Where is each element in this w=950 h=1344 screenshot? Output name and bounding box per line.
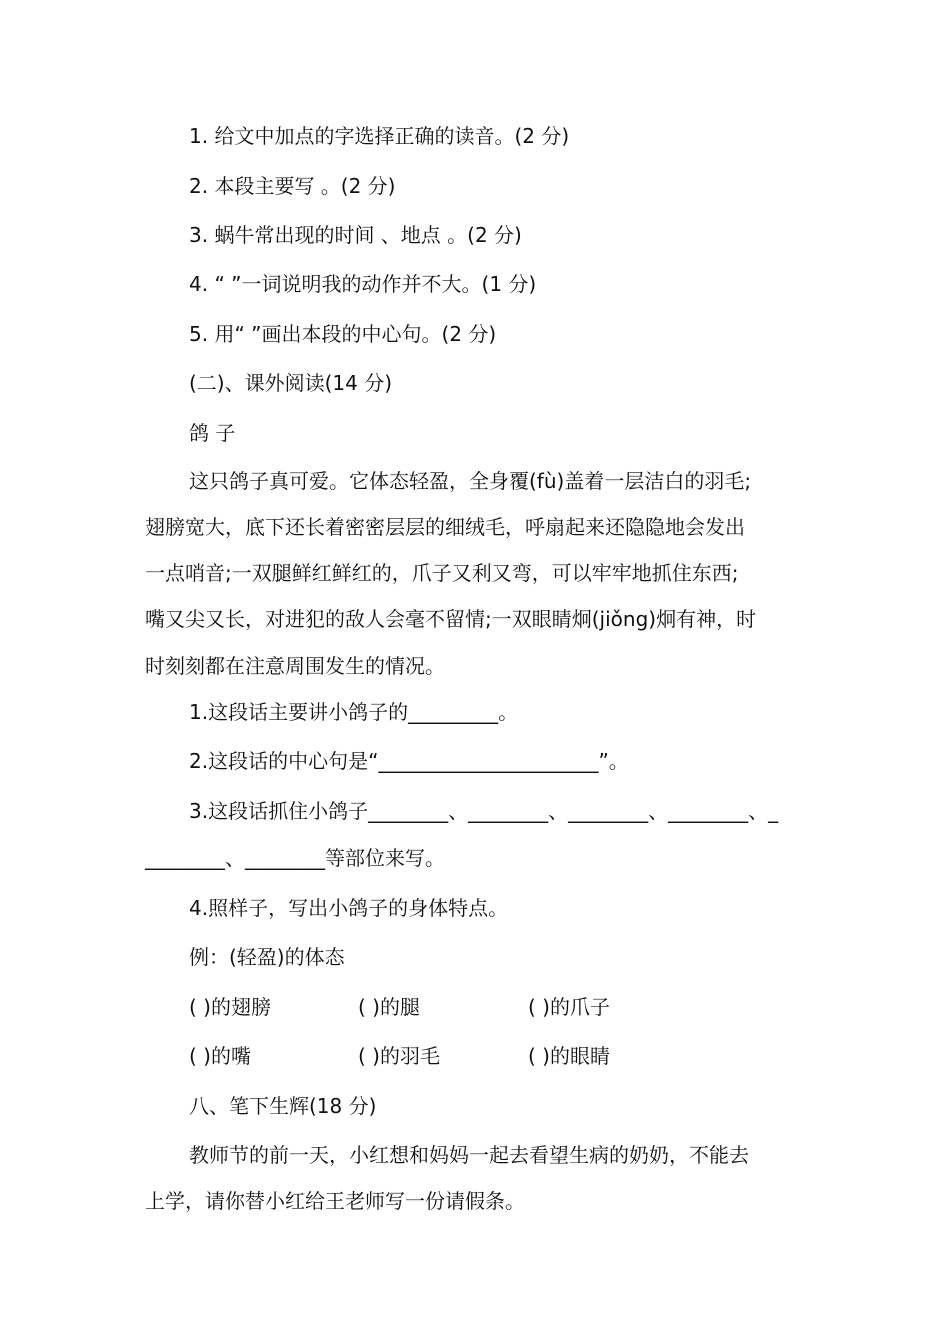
question-2: 2. 本段主要写 。(2 分) xyxy=(189,174,396,198)
reading-question-1: 1.这段话主要讲小鸽子的_________。 xyxy=(189,700,519,724)
reading-question-4: 4.照样子，写出小鸽子的身体特点。 xyxy=(189,896,509,920)
question-3: 3. 蜗牛常出现的时间 、地点 。(2 分) xyxy=(189,223,522,247)
writing-prompt-line: 教师节的前一天，小红想和妈妈一起去看望生病的奶奶，不能去 xyxy=(189,1143,749,1167)
example-line: 例：(轻盈)的体态 xyxy=(189,945,345,969)
fill-blank-feathers: ( )的羽毛 xyxy=(358,1044,440,1068)
fill-blank-claws: ( )的爪子 xyxy=(528,995,610,1019)
passage-title: 鸽 子 xyxy=(189,421,236,445)
fill-blank-beak: ( )的嘴 xyxy=(189,1044,251,1068)
reading-question-2: 2.这段话的中心句是“______________________”。 xyxy=(189,749,629,773)
passage-line: 时刻刻都在注意周围发生的情况。 xyxy=(145,654,445,678)
section-eight-heading: 八、笔下生辉(18 分) xyxy=(189,1094,377,1118)
fill-blank-legs: ( )的腿 xyxy=(358,995,420,1019)
writing-prompt-line: 上学，请你替小红给王老师写一份请假条。 xyxy=(145,1189,525,1213)
question-4: 4. “ ”一词说明我的动作并不大。(1 分) xyxy=(189,272,537,296)
passage-line: 翅膀宽大，底下还长着密密层层的细绒毛，呼扇起来还隐隐地会发出 xyxy=(145,515,745,539)
section-two-heading: (二)、课外阅读(14 分) xyxy=(189,371,393,395)
question-1: 1. 给文中加点的字选择正确的读音。(2 分) xyxy=(189,124,570,148)
passage-line: 嘴又尖又长，对进犯的敌人会毫不留情;一双眼睛炯(jiǒng)炯有神，时 xyxy=(145,607,757,631)
passage-line: 这只鸽子真可爱。它体态轻盈，全身覆(fù)盖着一层洁白的羽毛; xyxy=(189,469,752,493)
reading-question-3: 3.这段话抓住小鸽子________、________、________、________、_ xyxy=(189,799,779,823)
fill-blank-wings: ( )的翅膀 xyxy=(189,995,271,1019)
fill-blank-eyes: ( )的眼睛 xyxy=(528,1044,610,1068)
reading-question-3-continued: ________、________等部位来写。 xyxy=(145,846,445,870)
question-5: 5. 用“ ”画出本段的中心句。(2 分) xyxy=(189,322,497,346)
passage-line: 一点哨音;一双腿鲜红鲜红的，爪子又利又弯，可以牢牢地抓住东西; xyxy=(145,561,739,585)
